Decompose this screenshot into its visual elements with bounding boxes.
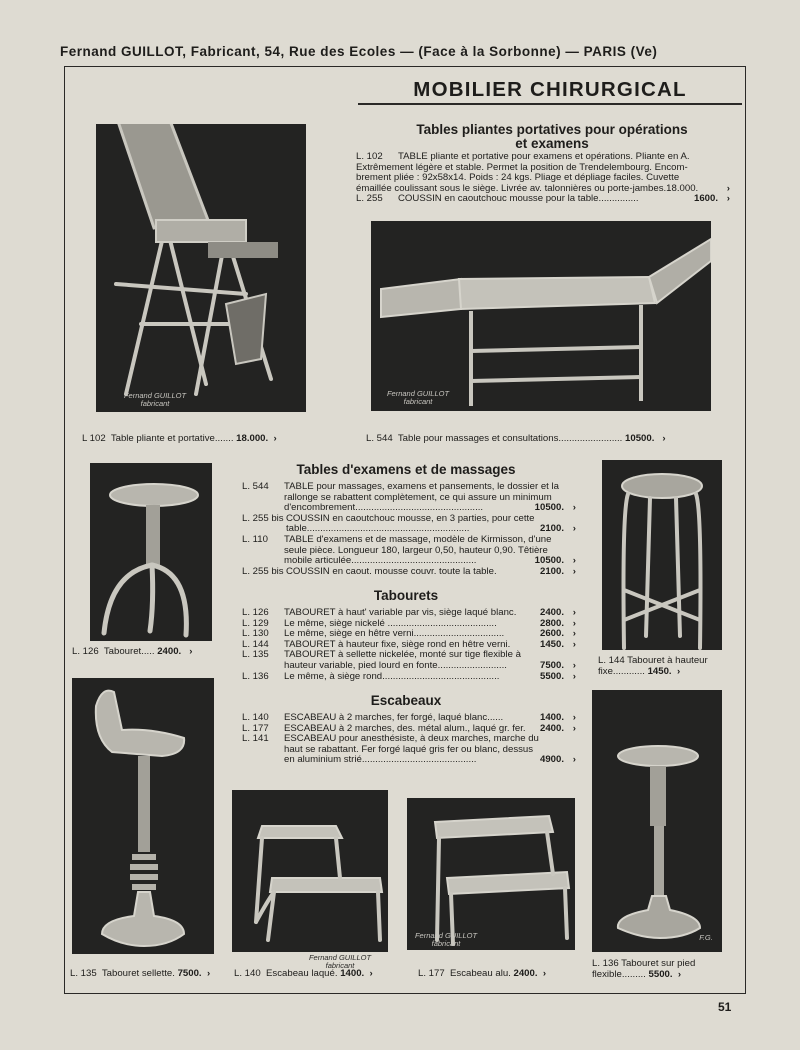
photo-stool-l136 [592,690,722,952]
photo-step-stool-l177 [407,798,575,950]
caption-text: Tabouret..... [103,646,158,657]
page-number: 51 [718,1000,732,1014]
step-stool-l140-illustration [232,790,388,952]
caption-text: Escabeau laqué. [266,968,341,979]
item-text-cont: Extrêmement légère et stable. Permet la position de Trendelembourg. Encom- [356,161,688,173]
item-price: 2800. [539,617,564,629]
item-code: L. 255 [356,193,383,205]
caption-l144 [598,655,708,677]
photo-mark-l136: F.G. [699,933,713,942]
arrow-mark: › [677,969,682,980]
caption-l544 [366,433,666,444]
item-price: 2100. [539,565,564,577]
page-header: Fernand GUILLOT, Fabricant, 54, Rue des Ecoles — (Face à la Sorbonne) — PARIS (Ve) [60,44,658,59]
item-text: TABLE pliante et portative pour examens et opérations. Pliante en A. [398,152,690,162]
arrow-mark: › [726,182,730,194]
item-text: ESCABEAU pour anesthésiste, à deux marches, marche du [284,734,539,745]
arrow-mark: › [572,628,576,640]
caption-price: 18.000. [236,433,269,444]
section-title-escabeaux: Escabeaux [370,693,442,708]
section-title-line2: et examens [515,136,589,151]
item-text-cont: table............................................................. [286,524,470,535]
item-text: TABLE d'examens et de massage, modèle de Kirmisson, d'une [284,534,552,545]
item-text-cont: mobile articulée............................................... [284,556,477,567]
item-text-cont: brement pliée : 92x58x14. Poids : 24 kgs. Pliage et dépliage faciles. Cuvette [356,172,680,184]
item-text: Le même, siège nickelé ......................................... [284,618,497,629]
item-price: 10500. [534,555,564,567]
arrow-mark: › [572,712,576,723]
item-text: COUSSIN en caout. mousse couvr. toute la table. [286,566,497,577]
photo-step-stool-l140 [232,790,388,952]
stool-l144-illustration [602,460,722,650]
photo-mark-line: Fernand GUILLOT [414,931,478,940]
item-price: 4900. [539,754,564,766]
item-code: L. 255 bis [242,565,284,577]
item-price: 1400. [539,712,564,723]
caption-l102 [82,433,277,444]
caption-text: Table pliante et portative....... [110,433,237,444]
item-price: 2600. [539,628,564,640]
section-title-tables-examens: Tables d'examens et de massages [296,462,516,477]
section-title-tabourets: Tabourets [373,588,439,603]
caption-code: L. 177 [418,968,445,979]
caption-price: 2400. [157,646,182,657]
arrow-mark: › [572,638,576,650]
item-price: 1450. [539,638,564,650]
arrow-mark: › [572,722,576,734]
item-price: 2100. [539,523,564,535]
caption-price: 1400. [340,968,365,979]
arrow-mark: › [206,968,211,979]
massage-table-illustration [371,221,711,411]
arrow-mark: › [572,502,576,514]
item-code: L. 255 bis [242,512,284,524]
item-code: L. 126 [242,607,269,618]
arrow-mark: › [726,193,730,205]
item-code: L. 544 [242,481,269,492]
photo-massage-table [371,221,711,411]
caption-code: L. 544 [366,433,393,444]
arrow-mark: › [572,670,576,682]
photo-mark-line: fabricant [431,939,461,948]
photo-mark-l102 [100,392,210,408]
item-text-cont: d'encombrement................................................ [284,503,484,514]
stool-l135-illustration [72,678,214,954]
photo-mark-line: fabricant [403,397,433,406]
item-price: 2400. [539,722,564,734]
arrow-mark: › [676,666,681,677]
caption-price: 10500. [625,433,655,444]
listing-tables-examens [242,482,576,577]
caption-price: 1450. [647,666,672,677]
photo-mark-line: Fernand GUILLOT [308,953,372,962]
arrow-mark: › [572,607,576,618]
photo-stool-l135 [72,678,214,954]
item-text: TABLE pour massages, examens et pansements, le dossier et la [284,482,559,492]
caption-price: 2400. [513,968,538,979]
caption-text: Table pour massages et consultations........................ [397,433,626,444]
item-text-cont: en aluminium strié........................................... [284,755,477,766]
item-text: ESCABEAU à 2 marches, des. métal alum., laqué gr. fer. [284,723,526,734]
photo-mark-l544 [378,390,458,406]
caption-l135 [70,968,210,979]
arrow-mark: › [369,968,373,979]
item-text-cont: seule pièce. Longueur 180, largeur 0,50, hauteur 0,90. Têtière [284,544,548,556]
arrow-mark: › [572,523,576,535]
item-code: L. 135 [242,649,269,661]
item-code: L. 110 [242,533,268,545]
item-code: L. 144 [242,638,269,650]
photo-stool-l126 [90,463,212,641]
item-text-cont: hauteur variable, pied lourd en fonte.......................... [284,660,507,671]
step-stool-l177-illustration [407,798,575,950]
section-title-line1: Tables pliantes portatives pour opérations [416,122,688,137]
caption-l126 [72,646,192,657]
arrow-mark: › [572,555,576,567]
item-price: 7500. [539,659,564,671]
caption-l136 [592,958,695,980]
caption-line1: L. 136 Tabouret sur pied [592,958,696,969]
item-code: L. 141 [242,733,269,745]
item-text: TABOURET à hauteur fixe, siège rond en hêtre verni. [284,639,511,650]
photo-mark-line: Fernand GUILLOT [386,389,450,398]
caption-code: L 102 [82,433,106,444]
caption-line2: flexible......... [592,969,649,980]
main-title: MOBILIER CHIRURGICAL [358,78,742,105]
item-code: L. 177 [242,722,269,734]
caption-text: Escabeau alu. [450,968,514,979]
photo-mark-l177 [408,932,484,948]
item-text: ESCABEAU à 2 marches, fer forgé, laqué blanc...... [284,713,504,723]
item-price: 5500. [539,670,564,682]
caption-line1: L. 144 Tabouret à hauteur [598,655,708,666]
folding-table-illustration [96,124,306,412]
item-text-cont: haut se rabattant. Fer forgé laqué gris fer ou blanc, dessus [284,743,534,755]
caption-text: Tabouret sellette. [101,968,178,979]
caption-code: L. 140 [234,968,261,979]
item-text: Le même, à siège rond............................................ [284,671,500,682]
caption-code: L. 126 [72,646,99,657]
stool-l136-illustration [592,690,722,952]
arrow-mark: › [572,565,576,577]
photo-stool-l144 [602,460,722,650]
listing-tables-pliantes [356,152,730,205]
listing-tabourets [242,608,576,682]
item-text: COUSSIN en caoutchouc mousse, en 3 parties, pour cette [286,513,535,524]
arrow-mark: › [572,754,576,766]
arrow-mark: › [662,433,666,444]
item-text-cont: émaillée coulissant sous le siège. Livrée av. talonnières ou porte-jambes.18.000. [356,183,699,194]
caption-l177 [418,968,546,979]
item-price: 10500. [534,502,564,514]
caption-code: L. 135 [70,968,97,979]
item-price: 2400. [539,607,564,618]
item-code: L. 130 [242,628,269,640]
photo-mark-line: fabricant [140,399,170,408]
item-text: Le même, siège en hêtre verni.................................. [284,629,505,640]
caption-l140 [234,968,373,979]
caption-price: 5500. [648,969,673,980]
stool-l126-illustration [90,463,212,641]
arrow-mark: › [273,433,277,444]
item-text: COUSSIN en caoutchouc mousse pour la table............... [398,194,639,205]
item-code: L. 140 [242,712,269,723]
arrow-mark: › [572,659,576,671]
arrow-mark: › [189,646,193,657]
photo-mark-line: Fernand GUILLOT [123,391,187,400]
item-code: L. 129 [242,617,269,629]
photo-folding-table [96,124,306,412]
item-code: L. 102 [356,151,383,162]
photo-mark-line: fabricant [325,961,355,970]
item-text: TABOURET à haut' variable par vis, siège laqué blanc. [284,608,517,618]
item-code: L. 136 [242,670,269,682]
caption-price: 7500. [177,968,202,979]
arrow-mark: › [572,617,576,629]
item-text: TABOURET à sellette nickelée, monté sur tige flexible à [284,650,521,661]
section-title-tables-pliantes [362,123,742,151]
item-text-cont: rallonge se rabattent complètement, ce qui assure un minimum [284,491,552,503]
listing-escabeaux [242,713,576,766]
item-price: 1600. [693,193,718,205]
arrow-mark: › [542,968,547,979]
caption-line2: fixe............ [598,666,648,677]
